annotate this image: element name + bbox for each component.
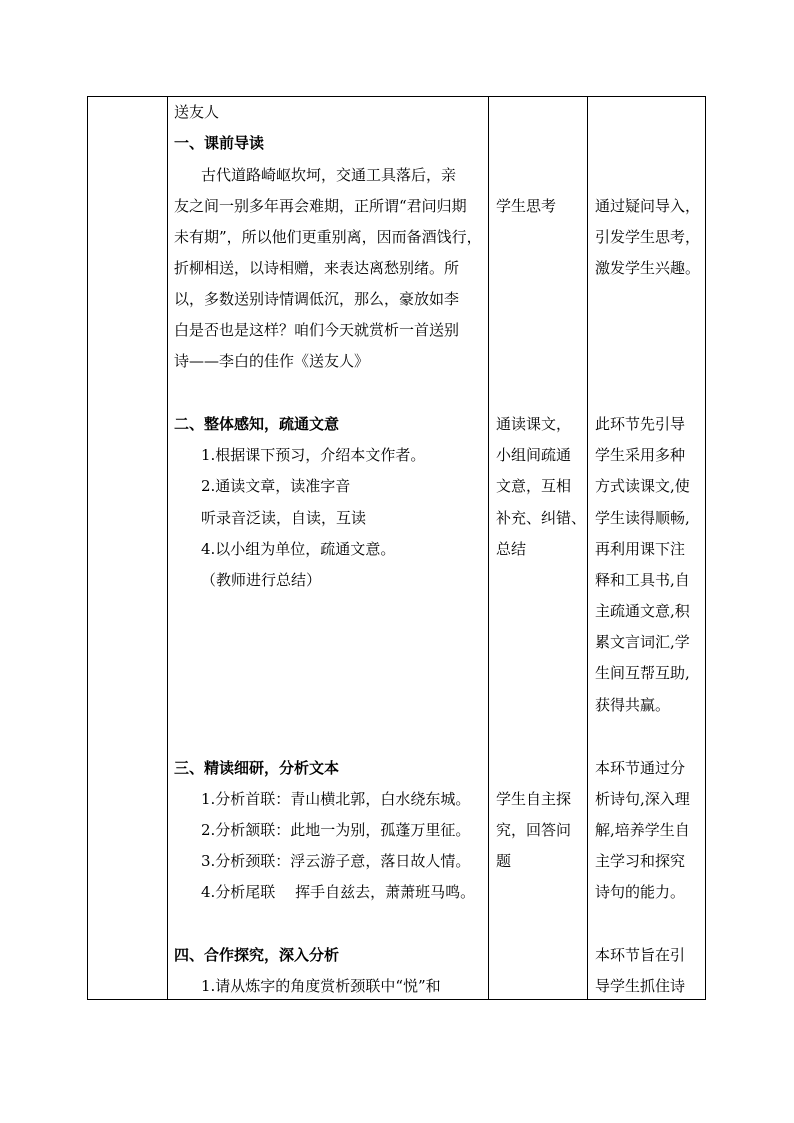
lesson-title: 送友人 xyxy=(174,103,220,121)
section-2-item: （教师进行总结） xyxy=(201,571,322,589)
section-3-item: 1.分析首联：青山横北郭，白水绕东城。 xyxy=(201,790,471,808)
design-intent-line: 解,培养学生自 xyxy=(595,821,690,839)
section-3-item: 4.分析尾联 挥手自兹去，萧萧班马鸣。 xyxy=(201,883,476,901)
design-intent-line: 本环节旨在引 xyxy=(595,946,686,964)
student-activity-line: 文意，互相 xyxy=(496,477,572,495)
design-intent-line: 方式读课文,使 xyxy=(595,477,690,495)
design-intent-line: 主疏通文意,积 xyxy=(595,602,690,620)
section-4-heading: 四、合作探究，深入分析 xyxy=(174,946,340,964)
student-activity-line: 补充、纠错、 xyxy=(496,509,587,527)
design-intent-line: 导学生抓住诗 xyxy=(595,977,686,995)
section-3-heading: 三、精读细研，分析文本 xyxy=(174,759,340,777)
design-intent-line: 通过疑问导入， xyxy=(595,197,701,215)
section-1-line: 折柳相送，以诗相赠，来表达离愁别绪。所 xyxy=(174,259,460,277)
design-intent-line: 激发学生兴趣。 xyxy=(595,259,701,277)
student-activity-line: 学生自主探 xyxy=(496,790,572,808)
design-intent-line: 学生读得顺畅, xyxy=(595,509,690,527)
design-intent-line: 获得共赢。 xyxy=(595,696,671,714)
section-2-heading: 二、整体感知，疏通文意 xyxy=(174,415,340,433)
design-intent-line: 生间互帮互助, xyxy=(595,664,690,682)
section-2-item: 2.通读文章，读准字音 xyxy=(201,477,351,495)
section-1-heading: 一、课前导读 xyxy=(174,134,265,152)
section-2-item: 4.以小组为单位，疏通文意。 xyxy=(201,540,396,558)
design-intent-line: 累文言词汇,学 xyxy=(595,633,690,651)
student-activity-line: 题 xyxy=(496,852,512,870)
design-intent-line: 主学习和探究 xyxy=(595,852,686,870)
design-intent-line: 释和工具书,自 xyxy=(595,571,690,589)
design-intent-line: 诗句的能力。 xyxy=(595,883,686,901)
design-intent-line: 学生采用多种 xyxy=(595,446,686,464)
section-1-line: 白是否也是这样？咱们今天就赏析一首送别 xyxy=(174,321,460,339)
design-intent-line: 析诗句,深入理 xyxy=(595,790,690,808)
design-intent-line: 引发学生思考， xyxy=(595,228,701,246)
section-2-item: 1.根据课下预习，介绍本文作者。 xyxy=(201,446,426,464)
section-2-item: 听录音泛读，自读，互读 xyxy=(201,509,367,527)
section-1-line: 以，多数送别诗情调低沉，那么，豪放如李 xyxy=(174,290,460,308)
design-intent-line: 此环节先引导 xyxy=(595,415,686,433)
section-1-line: 友之间一别多年再会难期，正所谓“君问归期 xyxy=(174,197,467,215)
section-1-line: 未有期”，所以他们更重别离，因而备酒饯行， xyxy=(174,228,482,246)
section-3-item: 3.分析颈联：浮云游子意，落日故人情。 xyxy=(201,852,471,870)
student-activity-line: 究，回答问 xyxy=(496,821,572,839)
design-intent-line: 再利用课下注 xyxy=(595,540,686,558)
student-activity-line: 小组间疏通 xyxy=(496,446,572,464)
section-1-line: 古代道路崎岖坎坷，交通工具落后，亲 xyxy=(201,166,457,184)
column-divider-3 xyxy=(587,96,588,1000)
section-1-line: 诗——李白的佳作《送友人》 xyxy=(174,352,370,370)
section-3-item: 2.分析颔联：此地一为别，孤蓬万里征。 xyxy=(201,821,471,839)
column-divider-2 xyxy=(488,96,489,1000)
design-intent-line: 本环节通过分 xyxy=(595,759,686,777)
student-activity-line: 学生思考 xyxy=(496,197,557,215)
section-4-item: 1.请从炼字的角度赏析颈联中“悦”和 xyxy=(201,977,441,995)
student-activity-line: 通读课文， xyxy=(496,415,572,433)
student-activity-line: 总结 xyxy=(496,540,527,558)
column-divider-1 xyxy=(167,96,168,1000)
